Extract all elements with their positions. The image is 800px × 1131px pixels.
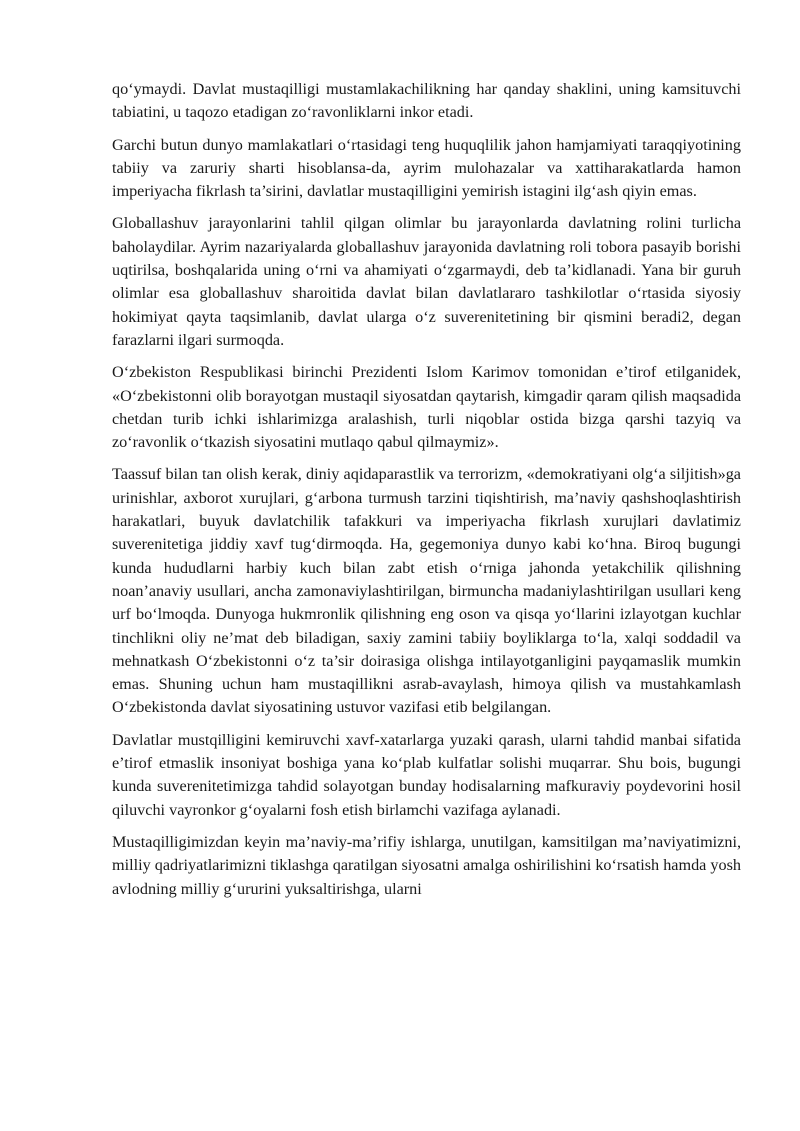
paragraph-5: Taassuf bilan tan olish kerak, diniy aqidaparastlik va terrorizm, «demokratiyani olg‘a siljitish»ga urinishlar, axborot xurujlari, g‘arbona turmush tarzini tiqishtirish, ma’naviy qashshoqlashtirish harakatlari, buyuk davlatchilik tafakkuri va imperiyacha fikrlash xurujlari davlatimiz suverenitetiga jiddiy xavf tug‘dirmoqda. Ha, gegemoniya dunyo kabi ko‘hna. Biroq bugungi kunda hududlarni harbiy kuch bilan zabt etish o‘rniga jahonda yetakchilik qilishning noan’anaviy usullari, ancha zamonaviylashtirilgan, birmuncha madaniylashtirilgan usullari keng urf bo‘lmoqda. Dunyoga hukmronlik qilishning eng oson va qisqa yo‘llarini izlayotgan kuchlar tinchlikni oliy ne’mat deb biladigan, saxiy zamini tabiiy boyliklarga to‘la, xalqi soddadil va mehnatkash O‘zbekistonni o‘z ta’sir doirasiga olishga intilayotganligini payqamaslik mumkin emas. Shuning uchun ham mustaqillikni asrab-avaylash, himoya qilish va mustahkamlash O‘zbekistonda davlat siyosatining ustuvor vazifasi etib belgilangan. [112, 465, 741, 717]
paragraph-7: Mustaqilligimizdan keyin ma’naviy-ma’rifiy ishlarga, unutilgan, kamsitilgan ma’naviyatimizni, milliy qadriyatlarimizni tiklashga qaratilgan siyosatni amalga oshirilishini ko‘rsatish hamda yosh avlodning milliy g‘ururini yuksaltirishga, ularni [112, 832, 741, 898]
paragraph-4: O‘zbekiston Respublikasi birinchi Prezidenti Islom Karimov tomonidan e’tirof etilganidek, «O‘zbekistonni olib borayotgan mustaqil siyosatdan qaytarish, kimgadir qaram qilish maqsadida chetdan turib ichki ishlarimizga aralashish, turli niqoblar ostida bizga qarshi tazyiq va zo‘ravonlik o‘tkazish siyosatini mutlaqo qabul qilmaymiz». [112, 363, 741, 452]
paragraph-6: Davlatlar mustqilligini kemiruvchi xavf-xatarlarga yuzaki qarash, ularni tahdid manbai sifatida e’tirof etmaslik insoniyat boshiga yana ko‘plab kulfatlar solishi muqarrar. Shu bois, bugungi kunda suverenitetimizga tahdid solayotgan bunday hodisalarning mafkuraviy poydevorini hosil qiluvchi vayronkor g‘oyalarni fosh etish birlamchi vazifaga aylanadi. [112, 730, 741, 819]
paragraph-3: Globallashuv jarayonlarini tahlil qilgan olimlar bu jarayonlarda davlatning rolini turlicha baholaydilar. Ayrim nazariyalarda globallashuv jarayonida davlatning roli tobora pasayib borishi uqtirilsa, boshqalarida uning o‘rni va ahamiyati o‘zgarmaydi, deb ta’kidlanadi. Yana bir guruh olimlar esa globallashuv sharoitida davlat bilan davlatlararo tashkilotlar o‘rtasida siyosiy hokimiyat qayta taqsimlanib, davlat ularga o‘z suverenitetining bir qismini beradi2, degan farazlarni ilgari surmoqda. [112, 214, 741, 349]
paragraph-1: qo‘ymaydi. Davlat mustaqilligi mustamlakachilikning har qanday shaklini, uning kamsituvchi tabiatini, u taqozo etadigan zo‘ravonliklarni inkor etadi. [112, 80, 741, 122]
document-page [112, 78, 741, 910]
paragraph-2: Garchi butun dunyo mamlakatlari o‘rtasidagi teng huquqlilik jahon hamjamiyati taraqqiyotining tabiiy va zaruriy sharti hisoblansa-da, ayrim mulohazalar va xattiharakatlarda hamon imperiyacha fikrlash ta’sirini, davlatlar mustaqilligini yemirish istagini ilg‘ash qiyin emas. [112, 135, 741, 201]
